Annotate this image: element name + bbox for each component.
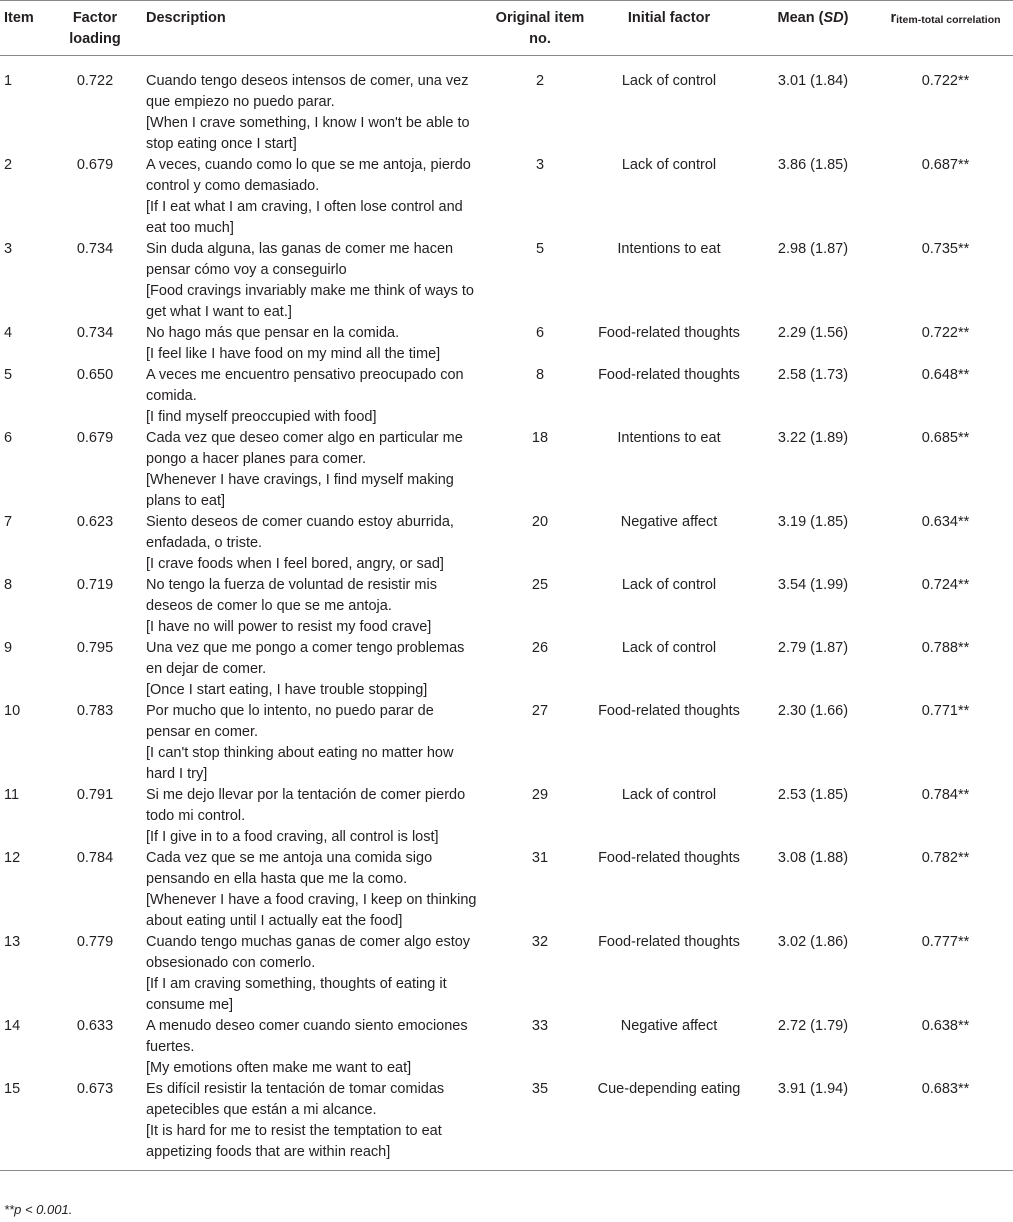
cell-item: 9 — [4, 640, 13, 656]
description-line: apetecibles que están a mi alcance. — [146, 1102, 377, 1118]
cell-factor-loading: 0.673 — [50, 1079, 140, 1171]
cell-original-item-no: 2 — [535, 73, 545, 89]
description-line: [I find myself preoccupied with food] — [146, 409, 377, 425]
cell-item: 3 — [4, 241, 13, 257]
cell-item: 5 — [4, 367, 13, 383]
header-factor-loading: Factor loading — [50, 1, 140, 56]
cell-description — [140, 1079, 490, 1171]
description-line: todo mi control. — [146, 808, 246, 824]
cell-original-item-no: 3 — [535, 157, 545, 173]
description-line: Cuando tengo deseos intensos de comer, una vez — [146, 73, 469, 89]
cell-description — [140, 56, 490, 156]
table-row — [0, 932, 1013, 1016]
description-line: pensando en ella hasta que me la como. — [146, 871, 408, 887]
cell-mean-sd: 2.79 (1.87) — [777, 640, 849, 656]
cell-description — [140, 848, 490, 932]
cell-factor-loading: 0.779 — [76, 934, 114, 950]
header-corr-subscript: item-total correlation — [896, 14, 1001, 26]
description-line: pongo a hacer planes para comer. — [146, 451, 367, 467]
cell-item-total-correlation: 0.724** — [921, 577, 970, 593]
cell-description — [140, 575, 490, 638]
cell-initial-factor: Negative affect — [620, 1018, 718, 1034]
cell-mean-sd: 2.98 (1.87) — [777, 241, 849, 257]
cell-initial-factor: Food-related thoughts — [598, 934, 740, 950]
cell-initial-factor: Cue-depending eating — [590, 1079, 748, 1171]
cell-initial-factor: Lack of control — [621, 787, 717, 803]
cell-item-total-correlation: 0.784** — [921, 787, 970, 803]
description-line: Cada vez que se me antoja una comida sigo — [146, 850, 433, 866]
description-line: Cuando tengo muchas ganas de comer algo estoy — [146, 934, 471, 950]
table-body — [0, 56, 1013, 1171]
cell-initial-factor: Food-related thoughts — [598, 703, 740, 719]
cell-description — [140, 428, 490, 512]
cell-item: 14 — [4, 1018, 21, 1034]
description-line: [It is hard for me to resist the temptation to eat — [146, 1123, 442, 1139]
cell-mean-sd: 3.91 (1.94) — [748, 1079, 878, 1171]
cell-factor-loading: 0.734 — [76, 325, 114, 341]
cell-initial-factor: Food-related thoughts — [598, 850, 740, 866]
cell-item-total-correlation: 0.722** — [921, 325, 970, 341]
cell-item: 12 — [4, 850, 21, 866]
header-item: Item — [0, 1, 50, 56]
description-line: No hago más que pensar en la comida. — [146, 325, 400, 341]
cell-description — [140, 701, 490, 785]
cell-description — [140, 785, 490, 848]
table-row — [0, 701, 1013, 785]
cell-initial-factor: Negative affect — [620, 514, 718, 530]
cell-description — [140, 323, 490, 365]
cell-description — [140, 239, 490, 323]
table-row — [0, 512, 1013, 575]
cell-item-total-correlation: 0.788** — [921, 640, 970, 656]
description-line: [Once I start eating, I have trouble stopping] — [146, 682, 428, 698]
table-row — [0, 638, 1013, 701]
cell-description — [140, 155, 490, 239]
cell-original-item-no: 20 — [531, 514, 549, 530]
cell-original-item-no: 26 — [531, 640, 549, 656]
description-line: Si me dejo llevar por la tentación de comer pierdo — [146, 787, 466, 803]
description-line: A menudo deseo comer cuando siento emociones — [146, 1018, 468, 1034]
table-row — [0, 323, 1013, 365]
description-line: A veces me encuentro pensativo preocupado con — [146, 367, 464, 383]
cell-original-item-no: 27 — [531, 703, 549, 719]
description-line: about eating until I actually eat the food] — [146, 913, 403, 929]
cell-original-item-no: 18 — [531, 430, 549, 446]
cell-item-total-correlation: 0.735** — [921, 241, 970, 257]
cell-mean-sd: 3.08 (1.88) — [777, 850, 849, 866]
description-line: pensar en comer. — [146, 724, 259, 740]
cell-item: 6 — [4, 430, 13, 446]
cell-description — [140, 932, 490, 1016]
description-line: [Whenever I have cravings, I find myself making — [146, 472, 454, 488]
cell-original-item-no: 5 — [535, 241, 545, 257]
description-line: [I feel like I have food on my mind all the time] — [146, 346, 441, 362]
cell-factor-loading: 0.791 — [76, 787, 114, 803]
cell-initial-factor: Lack of control — [621, 640, 717, 656]
table-row — [0, 155, 1013, 239]
cell-factor-loading: 0.719 — [76, 577, 114, 593]
cell-mean-sd: 3.19 (1.85) — [777, 514, 849, 530]
cell-mean-sd: 2.58 (1.73) — [777, 367, 849, 383]
cell-initial-factor: Intentions to eat — [617, 241, 721, 257]
description-line: plans to eat] — [146, 493, 225, 509]
cell-item: 2 — [4, 157, 13, 173]
cell-item: 1 — [4, 73, 13, 89]
cell-mean-sd: 3.22 (1.89) — [777, 430, 849, 446]
table-row — [0, 785, 1013, 848]
table-row — [0, 1079, 1013, 1171]
description-line: [I can't stop thinking about eating no matter how — [146, 745, 454, 761]
description-line: consume me] — [146, 997, 234, 1013]
header-mean-sd-italic: SD — [823, 10, 844, 26]
cell-description — [140, 365, 490, 428]
description-line: [Whenever I have a food craving, I keep on thinking — [146, 892, 477, 908]
cell-item: 8 — [4, 577, 13, 593]
table-row — [0, 848, 1013, 932]
cell-initial-factor: Lack of control — [621, 157, 717, 173]
header-mean-close: ) — [843, 10, 849, 26]
cell-description — [140, 512, 490, 575]
cell-item: 13 — [4, 934, 21, 950]
description-line: [If I eat what I am craving, I often lose control and — [146, 199, 463, 215]
cell-initial-factor: Food-related thoughts — [598, 325, 740, 341]
table-row — [0, 239, 1013, 323]
description-line: obsesionado con comerlo. — [146, 955, 316, 971]
cell-description — [140, 638, 490, 701]
cell-original-item-no: 8 — [535, 367, 545, 383]
cell-mean-sd: 2.29 (1.56) — [777, 325, 849, 341]
table-row — [0, 1016, 1013, 1079]
cell-item: 7 — [4, 514, 13, 530]
cell-item-total-correlation: 0.771** — [921, 703, 970, 719]
description-line: [If I am craving something, thoughts of eating it — [146, 976, 447, 992]
cell-factor-loading: 0.734 — [76, 241, 114, 257]
cell-item-total-correlation: 0.777** — [921, 934, 970, 950]
table-row — [0, 428, 1013, 512]
cell-description — [140, 1016, 490, 1079]
cell-original-item-no: 25 — [531, 577, 549, 593]
description-line: Cada vez que deseo comer algo en particular me — [146, 430, 463, 446]
table-row — [0, 365, 1013, 428]
cell-initial-factor: Food-related thoughts — [598, 367, 740, 383]
header-item-total-correlation — [878, 1, 1013, 56]
description-line: comida. — [146, 388, 197, 404]
description-line: Es difícil resistir la tentación de tomar comidas — [146, 1081, 445, 1097]
cell-original-item-no: 29 — [531, 787, 549, 803]
description-line: Por mucho que lo intento, no puedo parar de — [146, 703, 434, 719]
cell-mean-sd: 2.72 (1.79) — [777, 1018, 849, 1034]
description-line: [My emotions often make me want to eat] — [146, 1060, 412, 1076]
header-mean-label: Mean ( — [777, 10, 824, 26]
table-row — [0, 575, 1013, 638]
header-description: Description — [140, 1, 490, 56]
cell-item-total-correlation: 0.685** — [921, 430, 970, 446]
description-line: deseos de comer lo que se me antoja. — [146, 598, 392, 614]
description-line: que empiezo no puedo parar. — [146, 94, 335, 110]
cell-item: 11 — [4, 787, 20, 803]
description-line: control y como demasiado. — [146, 178, 320, 194]
cell-item-total-correlation: 0.782** — [921, 850, 970, 866]
cell-factor-loading: 0.784 — [76, 850, 114, 866]
description-line: en dejar de comer. — [146, 661, 267, 677]
cell-initial-factor: Lack of control — [621, 73, 717, 89]
description-line: [I have no will power to resist my food crave] — [146, 619, 432, 635]
cell-factor-loading: 0.679 — [76, 430, 114, 446]
cell-factor-loading: 0.795 — [76, 640, 114, 656]
cell-mean-sd: 2.53 (1.85) — [777, 787, 849, 803]
header-mean-sd — [748, 1, 878, 56]
description-line: stop eating once I start] — [146, 136, 297, 152]
cell-original-item-no: 33 — [531, 1018, 549, 1034]
cell-mean-sd: 3.02 (1.86) — [777, 934, 849, 950]
description-line: get what I want to eat.] — [146, 304, 292, 320]
cell-factor-loading: 0.650 — [76, 367, 114, 383]
cell-mean-sd: 3.01 (1.84) — [777, 73, 849, 89]
cell-initial-factor: Lack of control — [621, 577, 717, 593]
cell-original-item-no: 32 — [531, 934, 549, 950]
description-line: [Food cravings invariably make me think of ways to — [146, 283, 474, 299]
cell-original-item-no: 6 — [535, 325, 545, 341]
cell-item-total-correlation: 0.687** — [921, 157, 970, 173]
description-line: hard I try] — [146, 766, 208, 782]
cell-mean-sd: 2.30 (1.66) — [777, 703, 849, 719]
description-line: Sin duda alguna, las ganas de comer me hacen — [146, 241, 454, 257]
table-header-row — [0, 1, 1013, 56]
header-corr-r: r — [890, 10, 897, 26]
header-original-item-no: Original item no. — [490, 1, 590, 56]
description-line: [If I give in to a food craving, all control is lost] — [146, 829, 439, 845]
description-line: [When I crave something, I know I won't be able to — [146, 115, 470, 131]
cell-item-total-correlation: 0.638** — [921, 1018, 970, 1034]
description-line: pensar cómo voy a conseguirlo — [146, 262, 347, 278]
description-line: [I crave foods when I feel bored, angry, or sad] — [146, 556, 444, 572]
cell-original-item-no: 31 — [531, 850, 549, 866]
header-initial-factor: Initial factor — [590, 1, 748, 56]
cell-item: 15 — [0, 1079, 50, 1171]
table-row — [0, 56, 1013, 156]
cell-item-total-correlation: 0.722** — [921, 73, 970, 89]
cell-item-total-correlation: 0.648** — [921, 367, 970, 383]
cell-original-item-no: 35 — [490, 1079, 590, 1171]
description-line: Una vez que me pongo a comer tengo problemas — [146, 640, 465, 656]
cell-item: 10 — [4, 703, 21, 719]
cell-initial-factor: Intentions to eat — [617, 430, 721, 446]
cell-item: 4 — [4, 325, 13, 341]
cell-mean-sd: 3.86 (1.85) — [777, 157, 849, 173]
cell-factor-loading: 0.633 — [76, 1018, 114, 1034]
description-line: enfadada, o triste. — [146, 535, 263, 551]
cell-factor-loading: 0.783 — [76, 703, 114, 719]
footnote: **p < 0.001. — [4, 1202, 73, 1217]
description-line: appetizing foods that are within reach] — [146, 1144, 391, 1160]
cell-mean-sd: 3.54 (1.99) — [777, 577, 849, 593]
description-line: No tengo la fuerza de voluntad de resistir mis — [146, 577, 437, 593]
cell-factor-loading: 0.679 — [76, 157, 114, 173]
description-line: eat too much] — [146, 220, 234, 236]
cell-factor-loading: 0.623 — [76, 514, 114, 530]
description-line: A veces, cuando como lo que se me antoja, pierdo — [146, 157, 471, 173]
description-line: fuertes. — [146, 1039, 195, 1055]
description-line: Siento deseos de comer cuando estoy aburrida, — [146, 514, 454, 530]
cell-item-total-correlation: 0.683** — [878, 1079, 1013, 1171]
cell-factor-loading: 0.722 — [76, 73, 114, 89]
cell-item-total-correlation: 0.634** — [921, 514, 970, 530]
